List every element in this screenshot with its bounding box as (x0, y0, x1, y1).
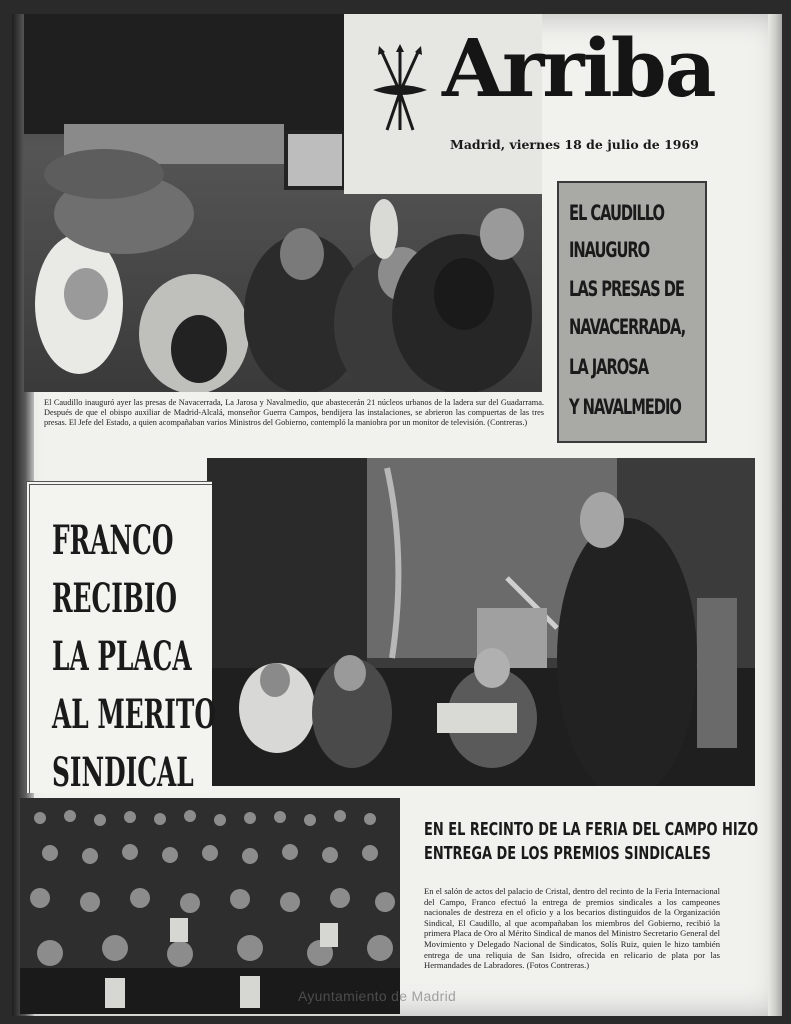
headline-line: LA JAROSA (569, 355, 649, 379)
watermark: Ayuntamiento de Madrid (298, 988, 457, 1004)
headline-line: LAS PRESAS DE (569, 277, 684, 301)
headline-line: AL MERITO (52, 691, 216, 738)
headline-line: FRANCO (52, 517, 174, 564)
headline-premios: EN EL RECINTO DE LA FERIA DEL CAMPO HIZO ENTREGA DE LOS PREMIOS SINDICALES (424, 819, 759, 864)
headline-line: SINDICAL (52, 749, 194, 796)
photo-audience (20, 798, 400, 1014)
headline-box-placa (26, 481, 216, 796)
yoke-arrows-emblem-icon (369, 44, 431, 134)
headline-line: Y NAVALMEDIO (569, 395, 681, 419)
headline-line: NAVACERRADA, (569, 315, 686, 339)
headline-line: INAUGURO (569, 238, 650, 262)
photo-ceremony-podium (207, 458, 755, 786)
page-edge (768, 14, 782, 1016)
headline-line: LA PLACA (52, 633, 192, 680)
headline-box-presas (557, 181, 707, 443)
article-body-premios: En el salón de actos del palacio de Cristal, dentro del recinto de la Feria Internacional del Campo, Franco efectuó la entrega de premios sindicales a los campeones nacionales de destreza en el oficio y a los becarios distinguidos de la Organización Sindical, El Caudillo, al que acompañaban los miembros del Gobierno, recibió la primera Placa de Oro al Mérito Sindical de manos del Ministro Secretario General del Movimiento y Delegado Nacional de Sindicatos, Solís Ruiz, quien le hizo también entrega de una reliquia de San Isidro, ofrecida en relicario de plata por las Hermandades de Labradores. (Fotos Contreras.) (424, 886, 720, 971)
masthead-title: Arriba (442, 21, 715, 115)
newspaper-page (12, 14, 782, 1016)
masthead-date: Madrid, viernes 18 de julio de 1969 (450, 137, 699, 152)
headline-line: EL CAUDILLO (569, 201, 665, 225)
headline-line: RECIBIO (52, 575, 178, 622)
caption-inauguration: El Caudillo inauguró ayer las presas de Navacerrada, La Jarosa y Navalmedio, que abastecerán 21 núcleos urbanos de la ladera sur del Guadarrama. Después de que el obispo auxiliar de Madrid-Alcalá, monseñor Guerra Campos, bendijera las instalaciones, se abrieron las compuertas de las tres presas. El Jefe del Estado, a quien acompañaban varios Ministros del Gobierno, contempló la maniobra por un monitor de televisión. (Contreras.) (44, 398, 544, 428)
